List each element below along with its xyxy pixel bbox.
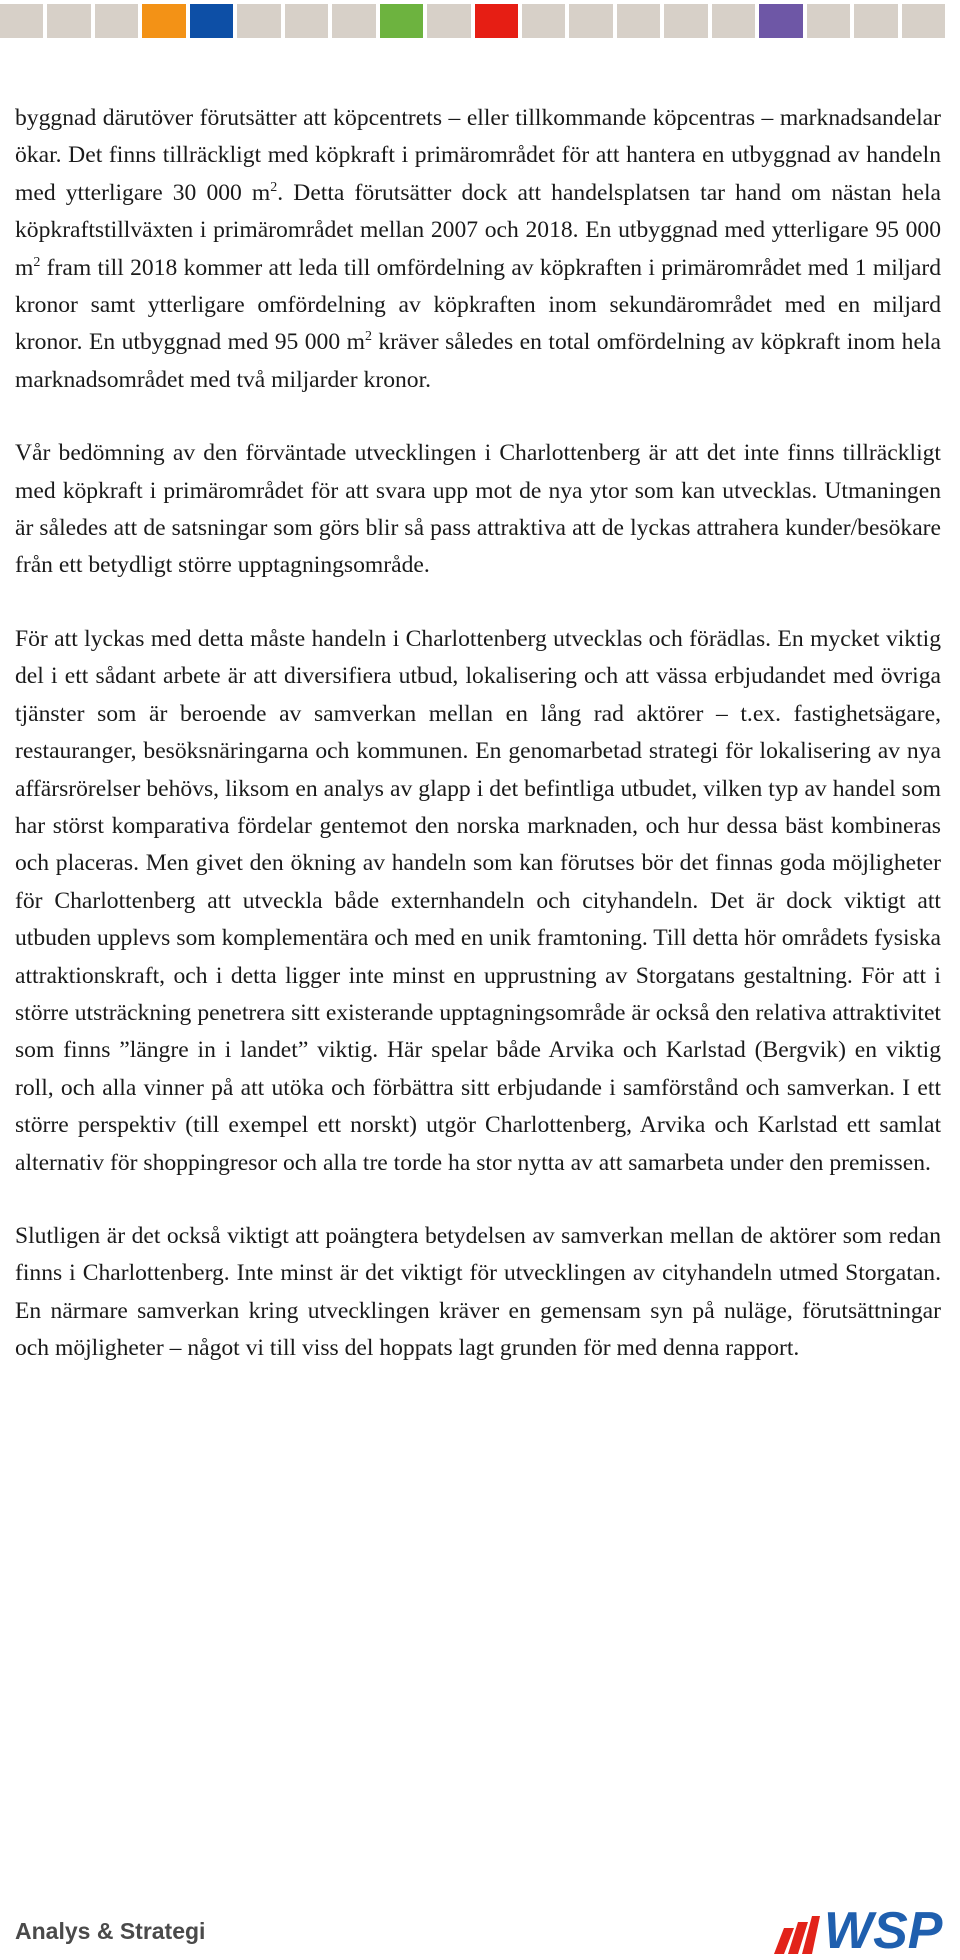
- header-color-square: [522, 4, 565, 38]
- header-color-square: [475, 4, 518, 38]
- paragraph-1-text-d: kräver således en total omfördelning av köpkraft inom hela marknadsområdet med två miljarder kronor.: [15, 329, 941, 393]
- header-color-square: [332, 4, 375, 38]
- header-color-square: [427, 4, 470, 38]
- header-color-square: [142, 4, 185, 38]
- header-color-square: [380, 4, 423, 38]
- paragraph-1-text-c: fram till 2018 kommer att leda till omfördelning av köpkraften i primärområdet med 1 miljard kronor samt ytterligare omfördelning av köpkraften inom sekundärområdet med en miljard kronor. En utbyggnad med 95 000 m: [15, 254, 941, 356]
- paragraph-4: Slutligen är det också viktigt att poängtera betydelsen av samverkan mellan de aktörer som redan finns i Charlottenberg. Inte minst är det viktigt för utvecklingen av cityhandeln utmed Storgatan. En närmare samverkan kring utvecklingen kräver en gemensam syn på nuläge, förutsättningar och möjligheter – något vi till viss del hoppats lagt grunden för med denna rapport.: [15, 1222, 941, 1362]
- header-color-square: [902, 4, 945, 38]
- header-color-square: [285, 4, 328, 38]
- header-color-square: [190, 4, 233, 38]
- paragraph-1: [15, 100, 941, 399]
- superscript: 2: [364, 329, 372, 345]
- header-color-square: [664, 4, 707, 38]
- header-color-square: [95, 4, 138, 38]
- header-color-square: [47, 4, 90, 38]
- header-color-square: [807, 4, 850, 38]
- superscript: 2: [33, 254, 41, 270]
- paragraph-1-text-b: . Detta förutsätter dock att handelsplatsen tar hand om nästan hela köpkraftstillväxten i primärområdet mellan 2007 och 2018. En utbyggnad med ytterligare 95 000 m: [15, 179, 941, 281]
- wsp-logo-text: WSP: [824, 1902, 943, 1954]
- header-color-square: [0, 4, 43, 38]
- body-text: [15, 100, 941, 1404]
- header-color-square: [854, 4, 897, 38]
- header-color-square: [237, 4, 280, 38]
- paragraph-3: För att lyckas med detta måste handeln i Charlottenberg utvecklas och förädlas. En mycket viktig del i ett sådant arbete är att diversifiera utbud, lokalisering och att vässa erbjudandet med övriga tjänster som är beroende av samverkan mellan en lång rad aktörer – t.ex. fastighetsägare, restauranger, besöksnäringarna och kommunen. En genomarbetad strategi för lokalisering av nya affärsrörelser behövs, liksom en analys av glapp i det befintliga utbudet, vilken typ av handel som har störst komparativa fördelar gentemot den norska marknaden, och hur dessa bäst kombineras och placeras. Men givet den ökning av handeln som kan förutses bör det finnas goda möjligheter för Charlottenberg att utveckla både externhandeln och cityhandeln. Det är dock viktigt att utbuden upplevs som komplementära och med en unik framtoning. Till detta hör områdets fysiska attraktionskraft, och i detta ligger inte minst en upprustning av Storgatans gestaltning. För att i större utsträckning penetrera sitt existerande upptagningsområde är också den relativa attraktivitet som finns ”längre in i landet” viktig. Här spelar både Arvika och Karlstad (Bergvik) en viktig roll, och alla vinner på att utöka och förbättra sitt erbjudande i samförstånd och samverkan. I ett större perspektiv (till exempel ett norskt) utgör Charlottenberg, Arvika och Karlstad ett samlat alternativ för shoppingresor och alla tre torde ha stor nytta av att samarbeta under den premissen.: [15, 625, 941, 1176]
- header-color-square: [712, 4, 755, 38]
- header-color-strip: [0, 4, 945, 38]
- superscript: 2: [270, 179, 278, 195]
- header-color-square: [759, 4, 802, 38]
- wsp-logo: [774, 1898, 954, 1954]
- paragraph-2: Vår bedömning av den förväntade utvecklingen i Charlottenberg är att det inte finns tillräckligt med köpkraft i primärområdet för att svara upp mot de nya ytor som kan utvecklas. Utmaningen är således att de satsningar som görs blir så pass attraktiva att de lyckas attrahera kunder/besökare från ett betydligt större upptagningsområde.: [15, 440, 941, 579]
- header-color-square: [569, 4, 612, 38]
- header-color-square: [617, 4, 660, 38]
- footer-label: Analys & Strategi: [15, 1918, 206, 1944]
- wsp-logo-mark-icon: [774, 1916, 820, 1954]
- paragraph-1-text-a: byggnad därutöver förutsätter att köpcentrets – eller tillkommande köpcentras – marknadsandelar ökar. Det finns tillräckligt med köpkraft i primärområdet för att hantera en utbyggnad av handeln med ytterligare 30 000 m: [15, 105, 941, 206]
